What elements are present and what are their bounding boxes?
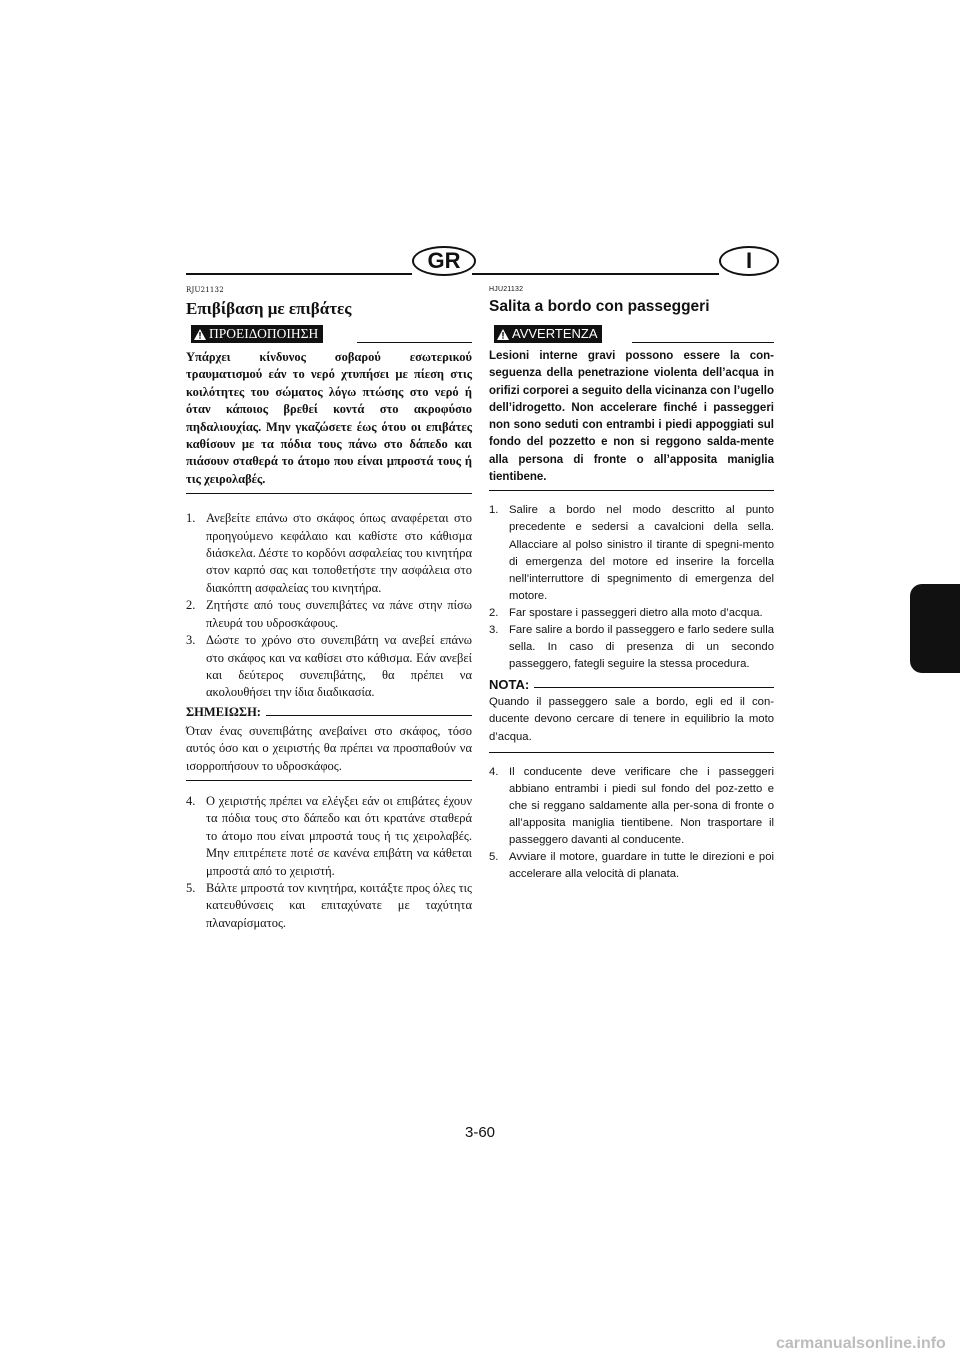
list-item [186,880,472,932]
list-item [186,510,472,597]
step-text: Βάλτε μπροστά τον κινητήρα, κοιτάξτε προς όλες τις κατευθύνσεις και επιταχύνατε με ταχύτητα πλαναρίσματος. [206,880,472,930]
step-text: Avviare il motore, guardare in tutte le direzioni e poi accelerare alla velocità di planata. [509,851,774,881]
section-tab [910,584,960,673]
step-text: Ζητήστε από τους συνεπιβάτες να πάνε στην πίσω πλευρά του υδροσκάφους. [206,598,472,630]
step-list [489,764,774,884]
greek-column [186,286,472,932]
step-number: 2. [489,606,499,619]
step-number: 2. [186,598,196,613]
step-number: 3. [489,624,499,637]
step-text: Ανεβείτε επάνω στο σκάφος όπως αναφέρεται στο προηγούμενο κεφάλαιο και καθίστε στο κάθισμα διάσκελα. Δέστε το κορδόνι ασφαλείας του κινητήρα στον καρπό σας και τοποθετήστε την ασφάλεια στο διακόπτη ασφαλείας του κινητήρα. [206,511,473,595]
list-item [489,502,774,605]
note-header [489,677,774,692]
language-badge-i: I [719,246,779,276]
warning-header [186,325,472,345]
divider [186,493,472,494]
warning-label: ΠΡΟΕΙΔΟΠΟΙΗΣΗ [209,326,319,341]
note-header [186,705,472,720]
note-rule [266,715,472,716]
step-list [186,793,472,932]
header-rule [472,273,719,275]
warning-header [489,325,774,345]
step-number: 4. [489,765,499,778]
list-item [489,605,774,622]
note-text: Quando il passeggero sale a bordo, egli ed il con-ducente devono cercare di tenere in equilibrio la moto d’acqua. [489,696,774,743]
note-text: Όταν ένας συνεπιβάτης ανεβαίνει στο σκάφος, τόσο αυτός όσο και ο χειριστής θα πρέπει να προσπαθούν να ισορροπήσουν το υδροσκάφος. [186,723,472,773]
section-code: HJU21132 [489,286,524,293]
step-text: Δώστε το χρόνο στο συνεπιβάτη να ανεβεί επάνω στο σκάφος και να καθίσει στο κάθισμα. Εάν ανεβεί και δεύτερος συνεπιβάτης, θα πρέπει να ακολουθήσει την ίδια διαδικασία. [206,633,472,700]
watermark: carmanualsonline.info [776,1335,946,1352]
warning-badge [494,325,602,343]
warning-triangle-icon [497,329,509,340]
list-item [186,632,472,702]
warning-badge [191,325,323,343]
note-label: ΣΗΜΕΙΩΣΗ: [186,704,261,719]
step-list [489,502,774,673]
list-item [489,849,774,883]
note-rule [534,687,774,688]
warning-rule [357,342,472,343]
divider [489,490,774,491]
warning-triangle-icon [194,329,206,340]
list-item [186,597,472,632]
warning-text: Lesioni interne gravi possono essere la con-seguenza della penetrazione violenta dell’acqua in orifizi corporei a seguito della vicinanza con l’ugello dell’idrogetto. Non accelerare finché i passeggeri non sono seduti con entrambi i piedi appoggiati sul fondo del pozzetto e non si reggono salda-mente alla persona di fronte o all’apposita maniglia tientibene. [489,350,775,484]
step-number: 1. [186,511,196,526]
step-number: 1. [489,504,499,517]
warning-text: Υπάρχει κίνδυνος σοβαρού εσωτερικού τραυματισμού εάν το νερό χτυπήσει με πίεση στις κοιλότητες του σώματος λόγω πτώσης στο νερό ή όταν κάποιος βρεθεί κοντά στο ακροφύσιο πηδαλιουχίας. Μην γκαζώσετε έως ότου οι επιβάτες καθίσουν με τα πόδια τους πάνω στο δάπεδο και πιάσουν σταθερά το άτομο που είναι μπροστά τους ή τις χειρολαβές. [186,350,472,486]
step-list [186,510,472,701]
note-label: NOTA: [489,677,530,693]
section-title: Επιβίβαση με επιβάτες [186,299,352,318]
section-title: Salita a bordo con passeggeri [489,298,710,315]
warning-rule [632,342,774,343]
divider [186,780,472,781]
header-rule-left [186,273,412,275]
step-text: Fare salire a bordo il passeggero e farlo sedere sulla sella. In caso di presenza di un secondo passeggero, fategli seguire la stessa procedura. [509,624,774,671]
step-number: 5. [186,880,196,895]
warning-label: AVVERTENZA [512,326,598,341]
step-text: Salire a bordo nel modo descritto al punto precedente e sedersi a cavalcioni della sella. Allacciare al polso sinistro il tirante di spegni-mento di emergenza del motore ed inserire la forcella nell’interruttore di spegnimento di emergenza del motore. [509,504,774,602]
step-text: Far spostare i passeggeri dietro alla moto d’acqua. [509,606,763,619]
step-text: Il conducente deve verificare che i passeggeri abbiano entrambi i piedi sul fondo del poz-zetto e che si reggano saldamente alla per-sona di fronte o all’apposita maniglia tientibene. Non trasportare il passeggero davanti al conducente. [509,765,774,846]
step-number: 4. [186,793,196,808]
section-code: RJU21132 [186,286,224,294]
divider [489,752,774,753]
step-text: Ο χειριστής πρέπει να ελέγξει εάν οι επιβάτες έχουν τα πόδια τους στο δάπεδο και ότι κρατάνε σταθερά το άτομο που είναι μπροστά τους ή τις χειρολαβές. Μην επιτρέπετε ποτέ σε κανένα επιβάτη να κάθεται μπροστά από το χειριστή. [206,793,472,878]
language-badge-gr: GR [412,246,476,276]
step-number: 5. [489,851,499,864]
list-item [489,622,774,673]
list-item [186,793,472,880]
page-number: 3-60 [464,1124,496,1141]
step-number: 3. [186,633,196,648]
list-item [489,764,774,849]
italian-column [489,286,774,883]
